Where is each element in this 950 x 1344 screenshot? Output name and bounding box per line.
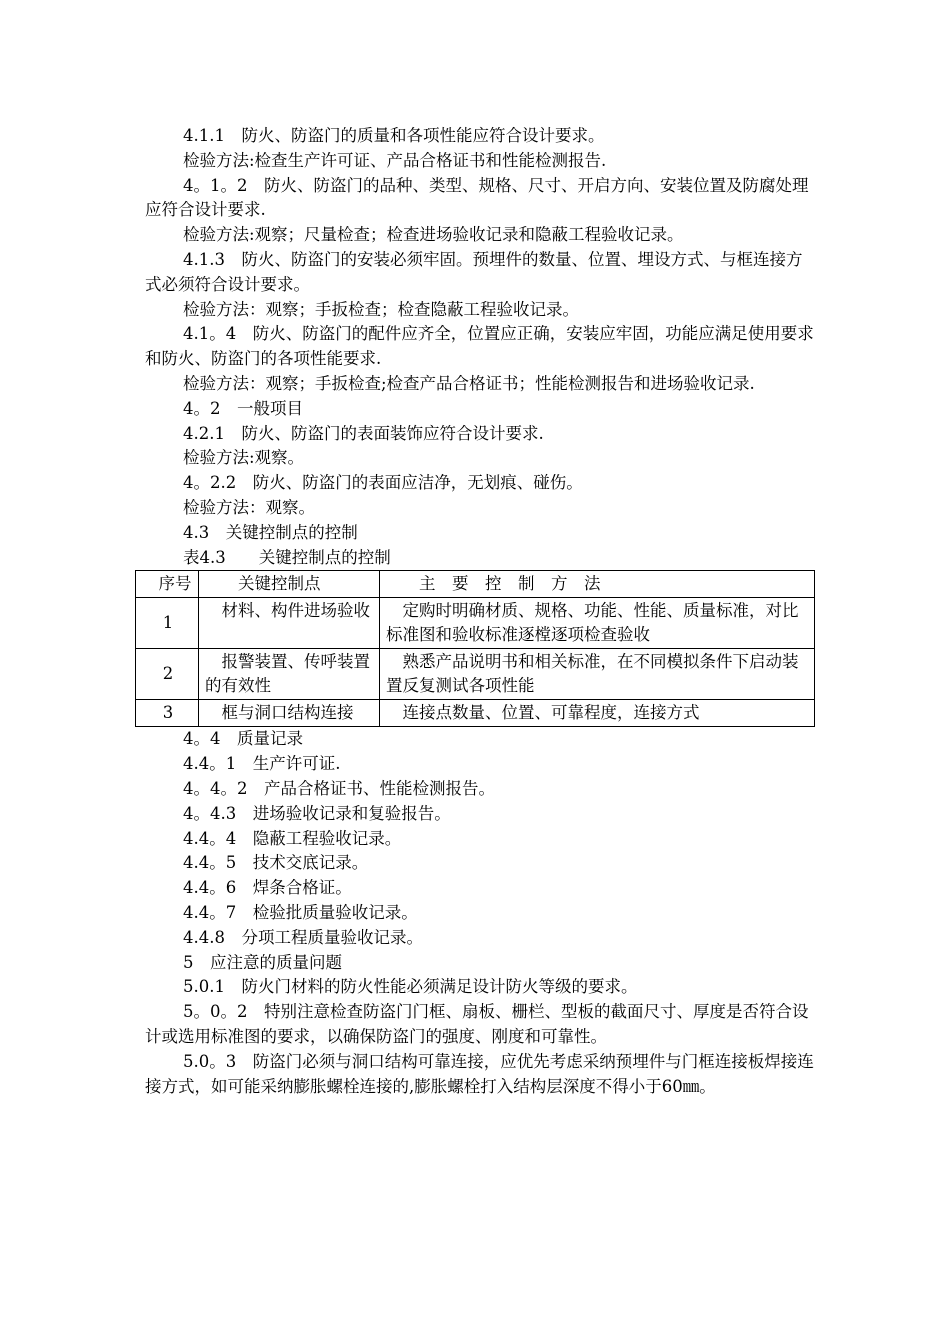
table-header-row xyxy=(136,571,815,598)
paragraph: 4.1.1 防火、防盗门的质量和各项性能应符合设计要求。 xyxy=(183,126,605,145)
paragraph: 4。4.3 进场验收记录和复验报告。 xyxy=(183,803,451,823)
table-cell: 定购时明确材质、规格、功能、性能、质量标准，对比标准图和验收标准逐樘逐项检查验收 xyxy=(380,598,815,649)
paragraph: 4.4。6 焊条合格证。 xyxy=(183,878,352,898)
paragraph: 4。2.2 防火、防盗门的表面应洁净，无划痕、碰伤。 xyxy=(183,473,583,493)
table-cell-number: 1 xyxy=(136,598,199,649)
table-row xyxy=(136,598,815,649)
section-heading: 4.3 关键控制点的控制 xyxy=(183,522,358,542)
table-caption: 表4.3 关键控制点的控制 xyxy=(183,547,391,567)
paragraph: 4.4.8 分项工程质量验收记录。 xyxy=(183,927,423,947)
table-cell: 框与洞口结构连接 xyxy=(199,700,380,727)
header-cell: 序号 xyxy=(136,571,199,598)
paragraph: 检验方法:观察；尺量检查；检查进场验收记录和隐蔽工程验收记录。 xyxy=(183,225,684,245)
section-heading: 5 应注意的质量问题 xyxy=(183,952,342,972)
document-page xyxy=(142,124,817,1099)
table-cell: 连接点数量、位置、可靠程度，连接方式 xyxy=(380,700,815,727)
paragraph: 4.4。4 隐蔽工程验收记录。 xyxy=(183,828,402,848)
table-cell: 报警装置、传呼装置的有效性 xyxy=(199,649,380,700)
paragraph: 5。0。2 特别注意检查防盗门门框、扇板、栅栏、型板的截面尺寸、厚度是否符合设计或选用标准图的要求，以确保防盗门的强度、刚度和可靠性。 xyxy=(145,1002,809,1046)
section-before-table xyxy=(145,124,817,570)
paragraph: 检验方法：观察；手扳检查；检查隐蔽工程验收记录。 xyxy=(183,299,579,319)
paragraph: 检验方法：观察。 xyxy=(183,497,315,517)
table-cell: 材料、构件进场验收 xyxy=(199,598,380,649)
table-row xyxy=(136,649,815,700)
table-cell-number: 3 xyxy=(136,700,199,727)
paragraph: 4.4。5 技术交底记录。 xyxy=(183,853,369,873)
section-heading: 4。2 一般项目 xyxy=(183,398,303,418)
paragraph: 5.0.1 防火门材料的防火性能必须满足设计防火等级的要求。 xyxy=(183,977,638,997)
table-cell-number: 2 xyxy=(136,649,199,700)
table-cell: 熟悉产品说明书和相关标准，在不同模拟条件下启动装置反复测试各项性能 xyxy=(380,649,815,700)
key-control-table xyxy=(135,570,815,727)
paragraph: 4。4。2 产品合格证书、性能检测报告。 xyxy=(183,778,495,798)
paragraph: 检验方法:检查生产许可证、产品合格证书和性能检测报告. xyxy=(183,150,607,170)
header-cell: 主 要 控 制 方 法 xyxy=(380,571,815,598)
paragraph: 4.4。7 检验批质量验收记录。 xyxy=(183,902,418,922)
table-row xyxy=(136,700,815,727)
paragraph: 4。1。2 防火、防盗门的品种、类型、规格、尺寸、开启方向、安装位置及防腐处理应符合设计要求. xyxy=(145,175,809,220)
paragraph: 4.1。4 防火、防盗门的配件应齐全，位置应正确，安装应牢固，功能应满足使用要求和防火、防盗门的各项性能要求. xyxy=(145,324,814,369)
section-after-table xyxy=(145,727,817,1099)
paragraph: 4.4。1 生产许可证. xyxy=(183,754,341,774)
header-cell: 关键控制点 xyxy=(199,571,380,598)
paragraph: 4.1.3 防火、防盗门的安装必须牢固。预埋件的数量、位置、埋设方式、与框连接方式必须符合设计要求。 xyxy=(145,249,803,294)
paragraph: 检验方法:观察。 xyxy=(183,448,305,468)
paragraph: 检验方法：观察；手扳检查;检查产品合格证书；性能检测报告和进场验收记录. xyxy=(183,373,755,393)
paragraph: 4.2.1 防火、防盗门的表面装饰应符合设计要求. xyxy=(183,423,544,443)
paragraph: 5.0。3 防盗门必须与洞口结构可靠连接，应优先考虑采纳预埋件与门框连接板焊接连接方式，如可能采纳膨胀螺栓连接的,膨胀螺栓打入结构层深度不得小于60㎜。 xyxy=(145,1051,814,1096)
section-heading: 4。4 质量记录 xyxy=(183,729,303,749)
